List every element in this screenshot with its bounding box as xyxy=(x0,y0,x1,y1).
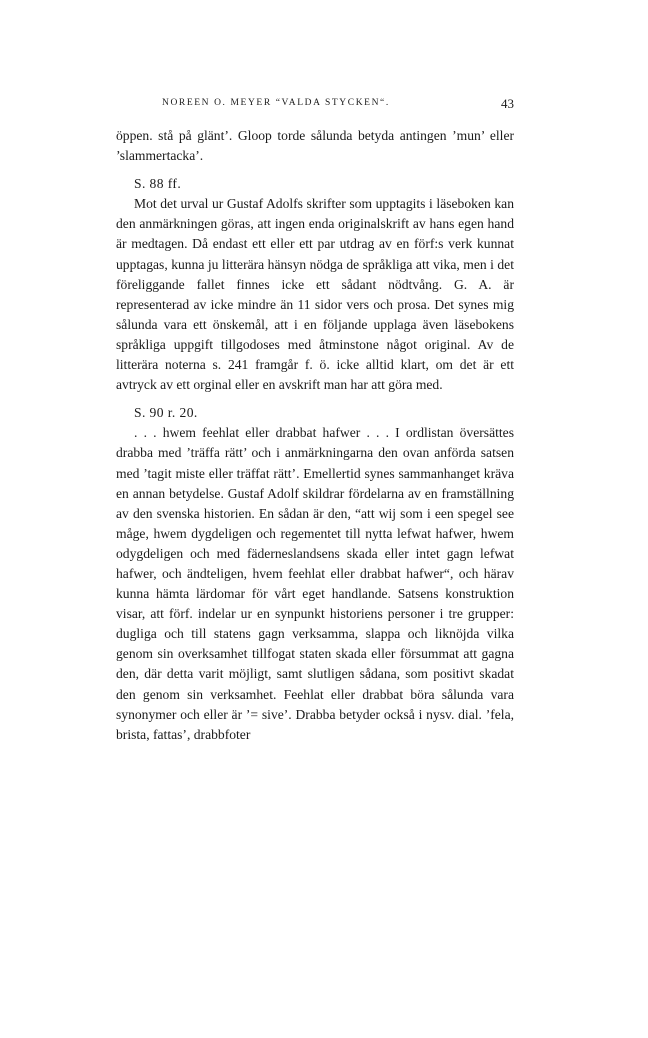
page-header xyxy=(116,98,514,116)
paragraph: . . . hwem feehlat eller drabbat hafwer . . . I ordlistan översättes drabba med ’träffa rätt’ och i anmärkningarna den ovan anförda satsen med ’tagit miste eller träffat rätt’. Emellertid synes sammanhanget kräva en annan betydelse. Gustaf Adolf skildrar fördelarna av en framställning av den svenska historien. En sådan är den, “att wij som i een spegel see måge, hwem dygdeligen och regementet till nytta lefwat hafwer, hwem odygdeligen och med fäderneslandsens skada eller intet gagn lefwat hafwer, och ändteligen, hvem feehlat eller drabbat hafwer“, och härav kunna hämta lärdomar för vårt eget handlande. Satsens konstruktion visar, att förf. indelar ur en synpunkt historiens personer i tre grupper: dugliga och till statens gagn verksamma, slappa och liknöjda vilka genom sin overksamhet tillfogat staten skada eller försummat att gagna den, där detta varit möjligt, samt slutligen sådana, som positivt skadat den genom sin verksamhet. Feehlat eller drabbat böra sålunda vara synonymer och eller är ’= sive’. Drabba betyder också i nysv. dial. ’fela, brista, fattas’, drabbfoter xyxy=(116,425,514,742)
running-head: NOREEN O. MEYER “VALDA STYCKEN“. xyxy=(162,98,390,108)
section-reference: S. 88 ff. xyxy=(134,176,182,192)
paragraph: öppen. stå på glänt’. Gloop torde sålunda betyda antingen ’mun’ eller ’slammertacka’. xyxy=(116,128,514,164)
section-reference: S. 90 r. 20. xyxy=(134,405,198,421)
page-body xyxy=(116,126,514,745)
page-number: 43 xyxy=(501,96,514,111)
paragraph: Mot det urval ur Gustaf Adolfs skrifter som upptagits i läseboken kan den anmärkningen göras, att ingen enda originalskrift av hans egen hand är medtagen. Då endast ett eller ett par utdrag av en förf:s verk kunnat upptagas, kunna ju litterära hänsyn nödga de språkliga att vika, men i det föreliggande fallet finnes icke ett sådant nödtvång. G. A. är representerad av icke mindre än 11 sidor vers och prosa. Det synes mig sålunda vara ett önskemål, att i en följande upplaga även läsebokens språkliga uppgift tillgodoses med åtminstone något original. Av de litterära noterna s. 241 framgår f. ö. icke alltid klart, om det är ett avtryck av ett orginal eller en avskrift man har att göra med. xyxy=(116,196,514,393)
